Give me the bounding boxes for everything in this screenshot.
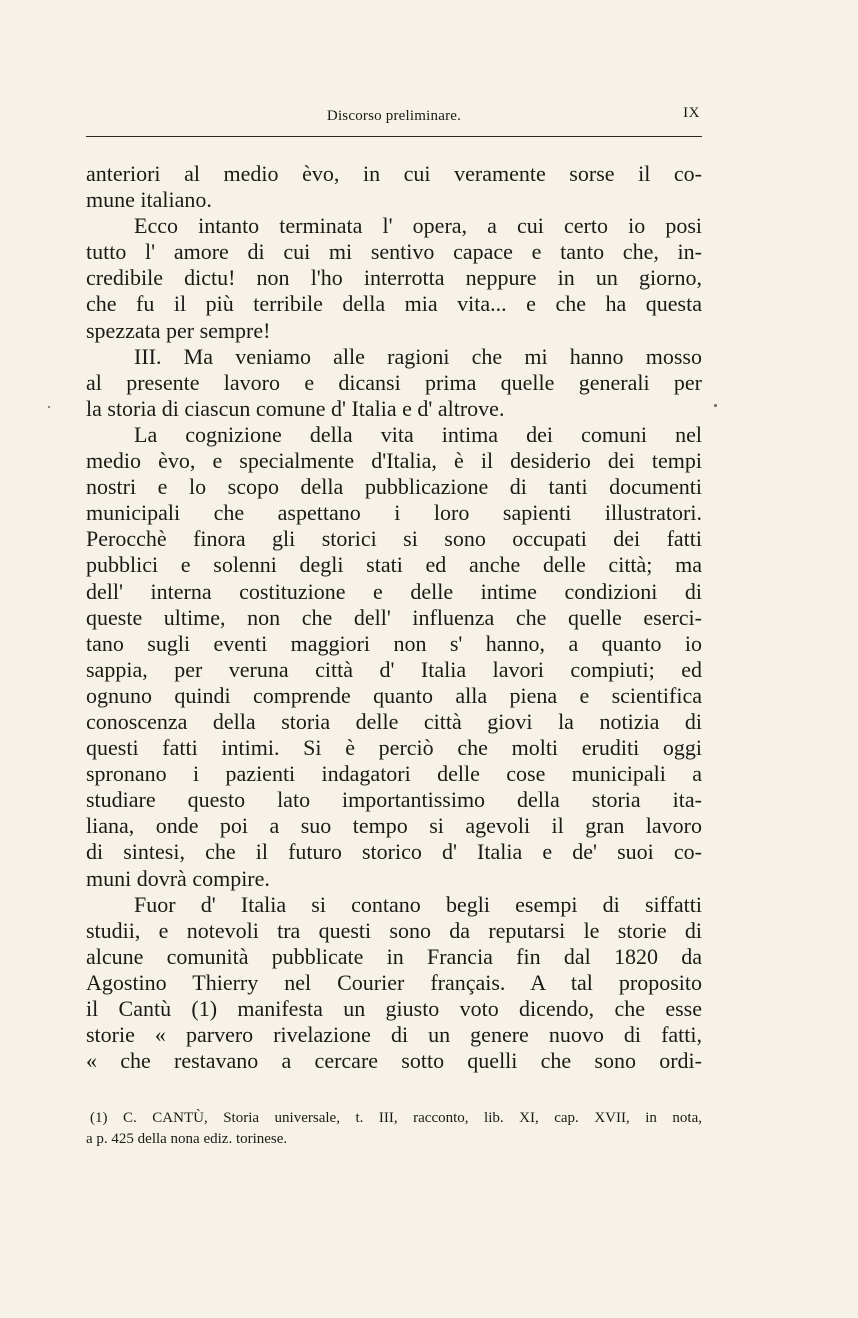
running-title: Discorso preliminare. bbox=[326, 108, 462, 124]
text-line: tutto l' amore di cui mi sentivo capace e tanto che, in- bbox=[86, 239, 702, 265]
text-line: alcune comunità pubblicate in Francia fin dal 1820 da bbox=[86, 943, 702, 969]
text-line: anteriori al medio èvo, in cui veramente sorse il co- bbox=[86, 161, 702, 186]
footnotes bbox=[86, 1108, 702, 1150]
text-line: liana, onde poi a suo tempo si agevoli il gran lavoro bbox=[86, 813, 702, 839]
text-line: di sintesi, che il futuro storico d' Italia e de' suoi co- bbox=[86, 839, 702, 865]
text-line: Perocchè finora gli storici si sono occupati dei fatti bbox=[86, 526, 702, 552]
text-line: conoscenza della storia delle città giovi la notizia di bbox=[86, 708, 702, 734]
text-line: municipali che aspettano i loro sapienti illustratori. bbox=[86, 500, 702, 526]
text-line: questi fatti intimi. Si è perciò che molti eruditi oggi bbox=[86, 735, 702, 761]
text-line: al presente lavoro e dicansi prima quelle generali per bbox=[86, 369, 702, 395]
text-line: Fuor d' Italia si contano begli esempi di siffatti bbox=[134, 891, 702, 917]
body-text bbox=[86, 161, 702, 1074]
text-line: spezzata per sempre! bbox=[86, 317, 271, 343]
text-line: la storia di ciascun comune d' Italia e d' altrove. bbox=[86, 395, 505, 421]
text-line: pubblici e solenni degli stati ed anche delle città; ma bbox=[86, 552, 702, 578]
text-line: mune italiano. bbox=[86, 187, 212, 213]
text-line: sappia, per veruna città d' Italia lavori compiuti; ed bbox=[86, 656, 702, 682]
text-line: tano sugli eventi maggiori non s' hanno, a quanto io bbox=[86, 630, 702, 656]
text-line: credibile dictu! non l'ho interrotta neppure in un giorno, bbox=[86, 265, 702, 291]
text-line: dell' interna costituzione e delle intime condizioni di bbox=[86, 578, 702, 604]
text-line: spronano i pazienti indagatori delle cose municipali a bbox=[86, 761, 702, 787]
text-line: Agostino Thierry nel Courier français. A tal proposito bbox=[86, 969, 702, 995]
text-line: ognuno quindi comprende quanto alla piena e scientifica bbox=[86, 682, 702, 708]
footnote-line: a p. 425 della nona ediz. torinese. bbox=[86, 1131, 288, 1147]
text-line: che fu il più terribile della mia vita... e che ha questa bbox=[86, 291, 702, 317]
text-line: Ecco intanto terminata l' opera, a cui certo io posi bbox=[134, 213, 702, 239]
text-line: La cognizione della vita intima dei comuni nel bbox=[134, 421, 702, 447]
footnote-line: (1) C. CANTÙ, Storia universale, t. III, racconto, lib. XI, cap. XVII, in nota, bbox=[90, 1110, 702, 1126]
paper-speck bbox=[48, 406, 50, 408]
text-line: medio èvo, e specialmente d'Italia, è il desiderio dei tempi bbox=[86, 448, 702, 474]
text-line: studiare questo lato importantissimo della storia ita- bbox=[86, 787, 702, 813]
text-line: III. Ma veniamo alle ragioni che mi hanno mosso bbox=[134, 343, 702, 369]
text-line: studii, e notevoli tra questi sono da reputarsi le storie di bbox=[86, 917, 702, 943]
text-line: il Cantù (1) manifesta un giusto voto dicendo, che esse bbox=[86, 996, 702, 1021]
paper-speck bbox=[714, 404, 717, 407]
page-header bbox=[86, 104, 702, 130]
header-rule bbox=[86, 136, 702, 137]
text-line: nostri e lo scopo della pubblicazione di tanti documenti bbox=[86, 474, 702, 500]
text-line: « che restavano a cercare sotto quelli che sono ordi- bbox=[86, 1048, 702, 1074]
text-line: storie « parvero rivelazione di un genere nuovo di fatti, bbox=[86, 1022, 702, 1048]
text-line: muni dovrà compire. bbox=[86, 865, 270, 891]
text-line: queste ultime, non che dell' influenza che quelle eserci- bbox=[86, 604, 702, 630]
page-number: IX bbox=[683, 105, 700, 121]
